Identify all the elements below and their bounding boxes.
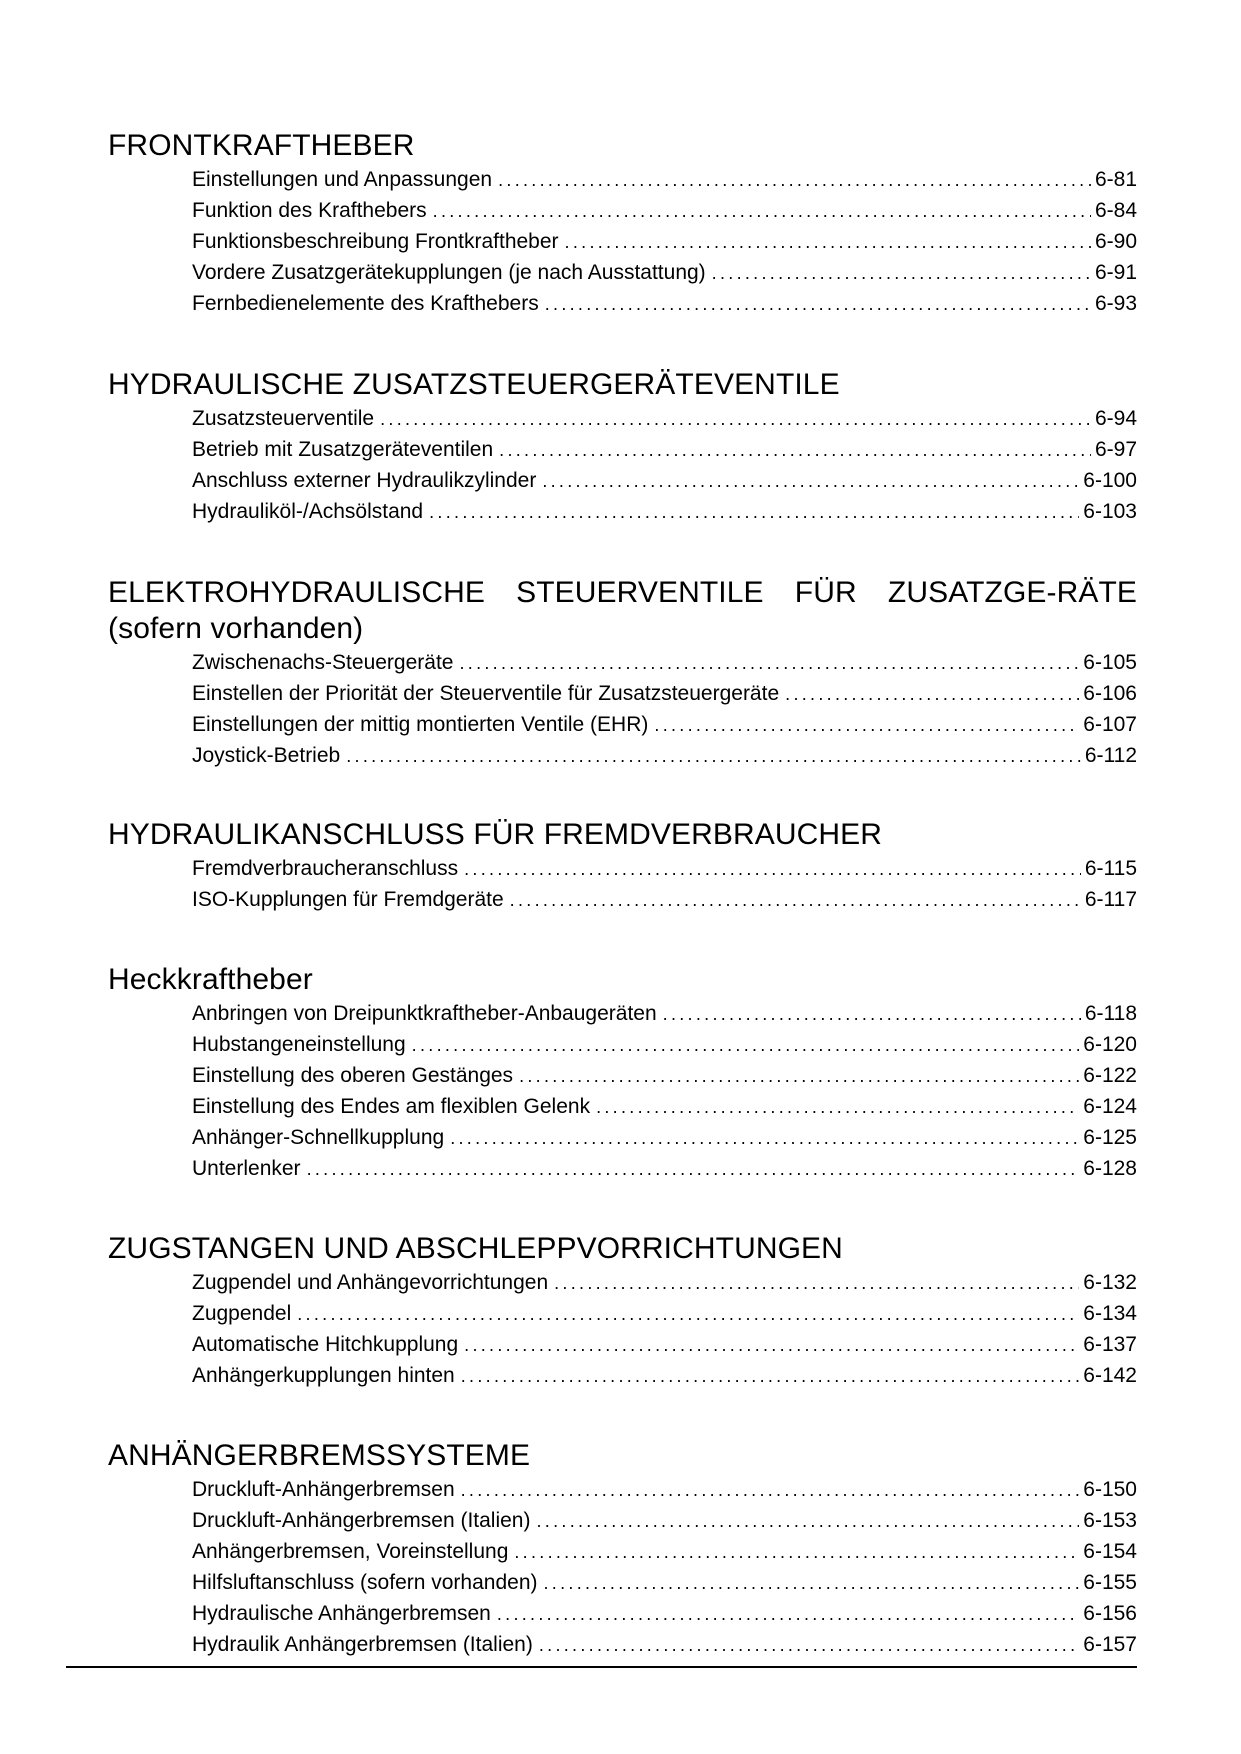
toc-entry-list — [192, 1474, 1137, 1660]
toc-entry-label: Fernbedienelemente des Krafthebers — [192, 292, 539, 315]
toc-entry-page-number: 6-142 — [1083, 1364, 1137, 1387]
toc-entry-page-number: 6-97 — [1094, 438, 1137, 461]
toc-entry-page-number: 6-103 — [1083, 500, 1137, 523]
dot-leader — [565, 227, 1091, 258]
dot-leader — [346, 741, 1081, 772]
toc-entry-list — [192, 1267, 1137, 1391]
toc-entry[interactable] — [192, 853, 1137, 884]
toc-entry-page-number: 6-122 — [1083, 1064, 1137, 1087]
dot-leader — [536, 1506, 1079, 1537]
toc-entry[interactable] — [192, 288, 1137, 319]
toc-entry[interactable] — [192, 1298, 1137, 1329]
toc-entry-page-number: 6-153 — [1083, 1509, 1137, 1532]
toc-entry-label: Funktion des Krafthebers — [192, 199, 427, 222]
toc-entry-page-number: 6-137 — [1083, 1333, 1137, 1356]
toc-entry[interactable] — [192, 195, 1137, 226]
dot-leader — [545, 289, 1091, 320]
toc-entry-page-number: 6-117 — [1084, 888, 1137, 911]
toc-entry[interactable] — [192, 1629, 1137, 1660]
toc-entry-label: Joystick-Betrieb — [192, 744, 341, 767]
toc-section — [108, 1231, 1137, 1391]
toc-entry-page-number: 6-100 — [1083, 469, 1137, 492]
dot-leader — [663, 999, 1081, 1030]
dot-leader — [297, 1299, 1079, 1330]
toc-entry-label: Einstellen der Priorität der Steuerventile für Zusatzsteuergeräte — [192, 682, 780, 705]
section-heading: Heckkraftheber — [108, 963, 313, 996]
toc-entry[interactable] — [192, 496, 1137, 527]
dot-leader — [510, 885, 1081, 916]
toc-section — [108, 128, 1137, 319]
toc-entry-page-number: 6-120 — [1083, 1033, 1137, 1056]
toc-entry-label: Einstellungen und Anpassungen — [192, 168, 493, 191]
section-heading: ELEKTROHYDRAULISCHE STEUERVENTILE FÜR ZUSATZGE-RÄTE (sofern vorhanden) — [108, 576, 1137, 645]
dot-leader — [497, 1599, 1079, 1630]
toc-entry-page-number: 6-84 — [1094, 199, 1137, 222]
toc-entry-label: Einstellungen der mittig montierten Ventile (EHR) — [192, 713, 649, 736]
dot-leader — [461, 1475, 1080, 1506]
toc-entry-label: Druckluft-Anhängerbremsen (Italien) — [192, 1509, 531, 1532]
dot-leader — [433, 196, 1091, 227]
toc-section — [108, 367, 1137, 527]
toc-entry[interactable] — [192, 1122, 1137, 1153]
dot-leader — [654, 710, 1079, 741]
dot-leader — [429, 497, 1079, 528]
dot-leader — [380, 404, 1091, 435]
dot-leader — [412, 1030, 1080, 1061]
dot-leader — [542, 466, 1079, 497]
toc-entry-label: Anschluss externer Hydraulikzylinder — [192, 469, 537, 492]
toc-entry-page-number: 6-128 — [1083, 1157, 1137, 1180]
toc-entry-label: Hilfsluftanschluss (sofern vorhanden) — [192, 1571, 538, 1594]
toc-entry[interactable] — [192, 709, 1137, 740]
toc-section — [108, 817, 1137, 915]
section-heading: ANHÄNGERBREMSSYSTEME — [108, 1439, 531, 1472]
dot-leader — [459, 648, 1079, 679]
dot-leader — [464, 1330, 1079, 1361]
toc-section — [108, 1438, 1137, 1660]
section-heading: FRONTKRAFTHEBER — [108, 129, 415, 162]
toc-entry-label: Einstellung des Endes am flexiblen Gelenk — [192, 1095, 591, 1118]
toc-entry[interactable] — [192, 1536, 1137, 1567]
table-of-contents — [108, 128, 1137, 1660]
toc-entry-page-number: 6-94 — [1094, 407, 1137, 430]
toc-entry[interactable] — [192, 1598, 1137, 1629]
toc-entry-list — [192, 853, 1137, 915]
dot-leader — [519, 1061, 1079, 1092]
toc-entry[interactable] — [192, 1360, 1137, 1391]
toc-entry-label: Druckluft-Anhängerbremsen — [192, 1478, 455, 1501]
toc-entry-page-number: 6-107 — [1083, 713, 1137, 736]
toc-entry-label: Funktionsbeschreibung Frontkraftheber — [192, 230, 559, 253]
dot-leader — [450, 1123, 1079, 1154]
toc-entry-label: Zwischenachs-Steuergeräte — [192, 651, 454, 674]
toc-entry-page-number: 6-81 — [1094, 168, 1137, 191]
toc-entry-label: Fremdverbraucheranschluss — [192, 857, 459, 880]
toc-entry-page-number: 6-93 — [1094, 292, 1137, 315]
dot-leader — [596, 1092, 1079, 1123]
dot-leader — [514, 1537, 1079, 1568]
toc-entry[interactable] — [192, 226, 1137, 257]
toc-entry-page-number: 6-150 — [1083, 1478, 1137, 1501]
dot-leader — [461, 1361, 1080, 1392]
toc-entry-label: Automatische Hitchkupplung — [192, 1333, 459, 1356]
toc-entry[interactable] — [192, 884, 1137, 915]
toc-entry-label: Vordere Zusatzgerätekupplungen (je nach Ausstattung) — [192, 261, 706, 284]
dot-leader — [539, 1630, 1079, 1661]
section-heading: HYDRAULISCHE ZUSATZSTEUERGERÄTEVENTILE — [108, 368, 840, 401]
toc-entry-page-number: 6-115 — [1084, 857, 1137, 880]
toc-entry[interactable] — [192, 740, 1137, 771]
section-heading: ZUGSTANGEN UND ABSCHLEPPVORRICHTUNGEN — [108, 1232, 843, 1265]
toc-entry-label: Betrieb mit Zusatzgeräteventilen — [192, 438, 494, 461]
toc-entry-page-number: 6-90 — [1094, 230, 1137, 253]
toc-entry-page-number: 6-118 — [1084, 1002, 1137, 1025]
toc-section — [108, 575, 1137, 771]
toc-entry[interactable] — [192, 647, 1137, 678]
toc-entry-page-number: 6-125 — [1083, 1126, 1137, 1149]
toc-entry-list — [192, 403, 1137, 527]
toc-entry[interactable] — [192, 257, 1137, 288]
dot-leader — [499, 435, 1091, 466]
toc-entry-page-number: 6-112 — [1084, 744, 1137, 767]
toc-entry-label: Anbringen von Dreipunktkraftheber-Anbaugeräten — [192, 1002, 657, 1025]
toc-entry[interactable] — [192, 1474, 1137, 1505]
toc-entry[interactable] — [192, 164, 1137, 195]
toc-entry[interactable] — [192, 1329, 1137, 1360]
footer-rule — [66, 1666, 1137, 1668]
toc-entry-list — [192, 998, 1137, 1184]
toc-entry-label: Anhänger-Schnellkupplung — [192, 1126, 445, 1149]
toc-entry-page-number: 6-91 — [1094, 261, 1137, 284]
toc-entry-page-number: 6-157 — [1083, 1633, 1137, 1656]
toc-entry[interactable] — [192, 1567, 1137, 1598]
toc-entry-page-number: 6-134 — [1083, 1302, 1137, 1325]
toc-entry[interactable] — [192, 465, 1137, 496]
toc-entry-list — [192, 647, 1137, 771]
toc-entry-label: Hydrauliköl-/Achsölstand — [192, 500, 424, 523]
toc-entry-label: Zusatzsteuerventile — [192, 407, 375, 430]
toc-entry[interactable] — [192, 434, 1137, 465]
dot-leader — [785, 679, 1079, 710]
dot-leader — [554, 1268, 1079, 1299]
toc-entry-page-number: 6-105 — [1083, 651, 1137, 674]
toc-entry-page-number: 6-156 — [1083, 1602, 1137, 1625]
dot-leader — [498, 165, 1091, 196]
toc-entry[interactable] — [192, 998, 1137, 1029]
toc-entry-label: ISO-Kupplungen für Fremdgeräte — [192, 888, 504, 911]
dot-leader — [307, 1154, 1080, 1185]
toc-entry-label: Unterlenker — [192, 1157, 301, 1180]
toc-entry[interactable] — [192, 1153, 1137, 1184]
toc-entry-page-number: 6-154 — [1083, 1540, 1137, 1563]
toc-entry-label: Einstellung des oberen Gestänges — [192, 1064, 514, 1087]
toc-entry-page-number: 6-124 — [1083, 1095, 1137, 1118]
toc-entry[interactable] — [192, 1505, 1137, 1536]
toc-section — [108, 962, 1137, 1184]
toc-entry-label: Hubstangeneinstellung — [192, 1033, 406, 1056]
toc-entry-label: Hydraulische Anhängerbremsen — [192, 1602, 491, 1625]
toc-entry[interactable] — [192, 1091, 1137, 1122]
toc-entry[interactable] — [192, 1267, 1137, 1298]
toc-entry-list — [192, 164, 1137, 319]
toc-entry-page-number: 6-106 — [1083, 682, 1137, 705]
dot-leader — [544, 1568, 1080, 1599]
section-heading: HYDRAULIKANSCHLUSS FÜR FREMDVERBRAUCHER — [108, 818, 883, 851]
toc-entry-label: Hydraulik Anhängerbremsen (Italien) — [192, 1633, 533, 1656]
toc-entry-page-number: 6-132 — [1083, 1271, 1137, 1294]
toc-entry-label: Anhängerkupplungen hinten — [192, 1364, 455, 1387]
toc-entry-label: Zugpendel und Anhängevorrichtungen — [192, 1271, 549, 1294]
toc-entry-label: Zugpendel — [192, 1302, 292, 1325]
toc-entry[interactable] — [192, 1029, 1137, 1060]
toc-entry-label: Anhängerbremsen, Voreinstellung — [192, 1540, 509, 1563]
dot-leader — [464, 854, 1081, 885]
toc-entry[interactable] — [192, 678, 1137, 709]
toc-entry[interactable] — [192, 1060, 1137, 1091]
toc-entry[interactable] — [192, 403, 1137, 434]
toc-entry-page-number: 6-155 — [1083, 1571, 1137, 1594]
dot-leader — [712, 258, 1091, 289]
